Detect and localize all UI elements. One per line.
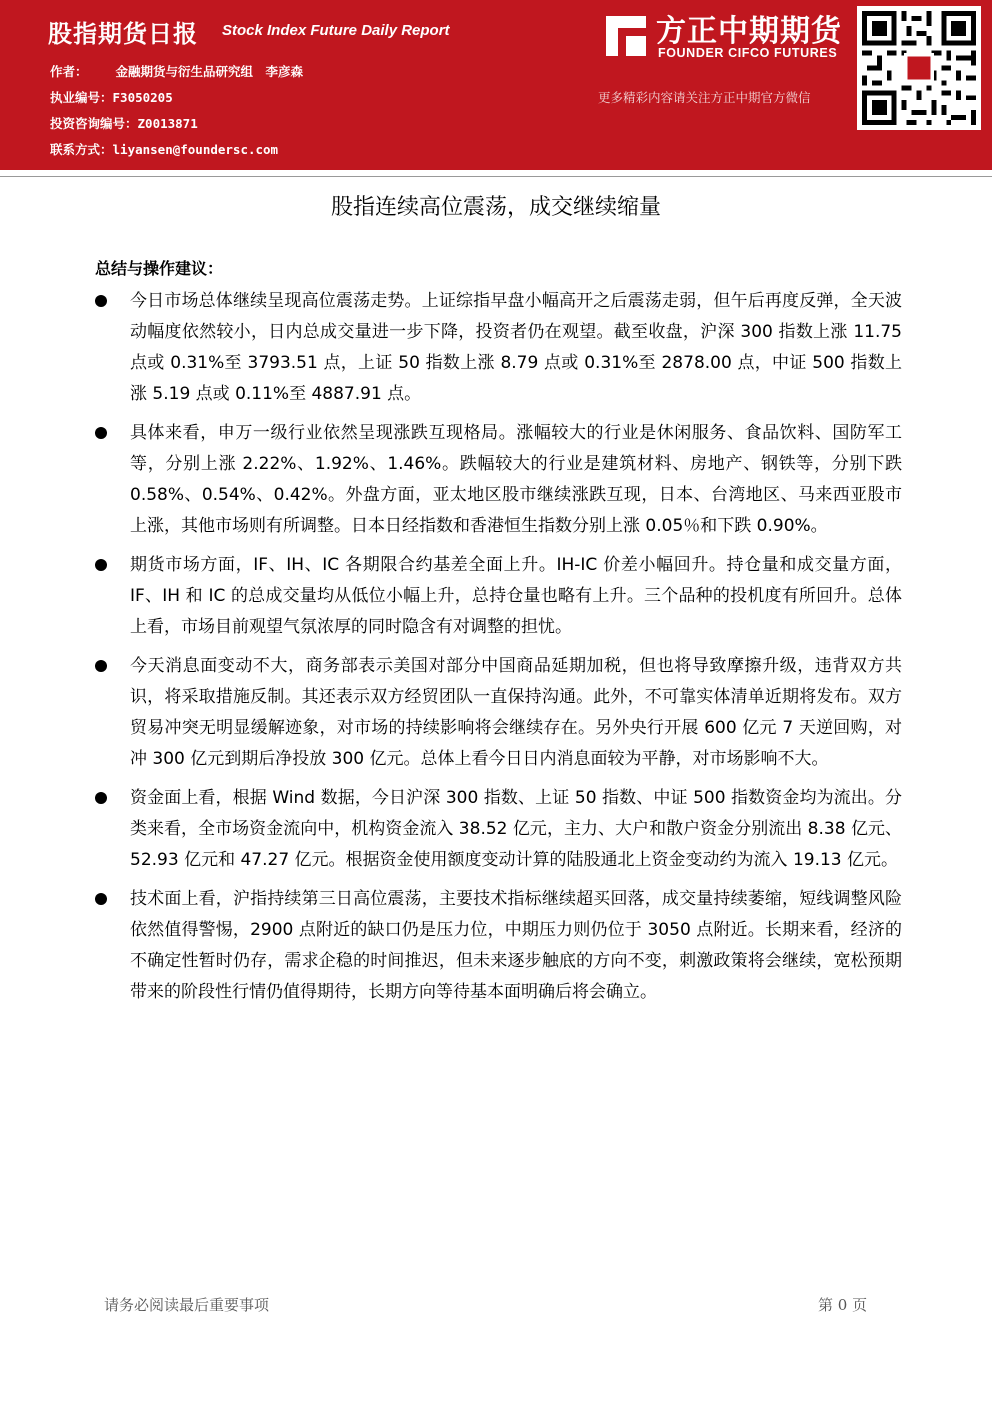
summary-list bbox=[92, 286, 902, 1016]
wechat-note: 更多精彩内容请关注方正中期官方微信 bbox=[598, 90, 811, 105]
bullet-dot-icon bbox=[95, 559, 107, 571]
bullet-dot-icon bbox=[95, 792, 107, 804]
list-item bbox=[92, 651, 902, 775]
report-header bbox=[0, 0, 992, 170]
bullet-dot-icon bbox=[95, 893, 107, 905]
list-item bbox=[92, 550, 902, 643]
section-title: 总结与操作建议： bbox=[95, 259, 224, 278]
bullet-dot-icon bbox=[95, 295, 107, 307]
paragraph-text: 今天消息面变动不大，商务部表示美国对部分中国商品延期加税，但也将导致摩擦升级，违背双方共识，将采取措施反制。其还表示双方经贸团队一直保持沟通。此外，不可靠实体清单近期将发布。双方贸易冲突无明显缓解迹象，对市场的持续影响将会继续存在。另外央行开展 600 亿元 7 天逆回购，对冲 300 亿元到期后净投放 300 亿元。总体上看今日日内消息面较为平静，对市场影响不大。 bbox=[130, 656, 902, 769]
footer-disclaimer-note: 请务必阅读最后重要事项 bbox=[104, 1296, 270, 1314]
wechat-qr-code-icon[interactable] bbox=[857, 6, 981, 130]
page-number: 第 0 页 bbox=[818, 1296, 868, 1314]
bullet-dot-icon bbox=[95, 427, 107, 439]
license-value: F3050205 bbox=[112, 90, 173, 105]
advisory-label: 投资咨询编号： bbox=[50, 116, 138, 131]
author-label: 作者： bbox=[50, 64, 88, 79]
author-line bbox=[50, 62, 303, 80]
paragraph-text: 期货市场方面，IF、IH、IC 各期限合约基差全面上升。IH-IC 价差小幅回升。持仓量和成交量方面，IF、IH 和 IC 的总成交量均从低位小幅上升，总持仓量也略有上升。三个品种的投机度有所回升。总体上看，市场目前观望气氛浓厚的同时隐含有对调整的担忧。 bbox=[130, 555, 902, 637]
contact-label: 联系方式： bbox=[50, 142, 113, 157]
list-item bbox=[92, 418, 902, 542]
contact-value[interactable]: liyansen@foundersc.com bbox=[112, 142, 279, 157]
bullet-dot-icon bbox=[95, 660, 107, 672]
license-line bbox=[50, 88, 173, 106]
report-title-en: Stock Index Future Daily Report bbox=[222, 22, 450, 39]
founder-logo-icon bbox=[604, 14, 648, 58]
list-item bbox=[92, 884, 902, 1008]
brand-name-en: FOUNDER CIFCO FUTURES bbox=[658, 46, 838, 60]
advisory-value: Z0013871 bbox=[137, 116, 198, 131]
paragraph-text: 具体来看，申万一级行业依然呈现涨跌互现格局。涨幅较大的行业是休闲服务、食品饮料、国防军工等，分别上涨 2.22%、1.92%、1.46%。跌幅较大的行业是建筑材料、房地产、钢铁等，分别下跌 0.58%、0.54%、0.42%。外盘方面，亚太地区股市继续涨跌互现，日本、台湾地区、马来西亚股市上涨，其他市场则有所调整。日本日经指数和香港恒生指数分别上涨 0.05％和下跌 0.90%。 bbox=[130, 423, 902, 536]
paragraph-text: 技术面上看，沪指持续第三日高位震荡，主要技术指标继续超买回落，成交量持续萎缩，短线调整风险依然值得警惕，2900 点附近的缺口仍是压力位，中期压力则仍位于 3050 点附近。长期来看，经济的不确定性暂时仍存，需求企稳的时间推迟，但未来逐步触底的方向不变，刺激政策将会继续，宽松预期带来的阶段性行情仍值得期待，长期方向等待基本面明确后将会确立。 bbox=[130, 889, 902, 1002]
document-title: 股指连续高位震荡，成交继续缩量 bbox=[330, 195, 661, 220]
contact-line bbox=[50, 140, 278, 158]
author-value: 金融期货与衍生品研究组 李彦森 bbox=[115, 64, 304, 79]
advisory-line bbox=[50, 114, 198, 132]
paragraph-text: 今日市场总体继续呈现高位震荡走势。上证综指早盘小幅高开之后震荡走弱，但午后再度反弹，全天波动幅度依然较小，日内总成交量进一步下降，投资者仍在观望。截至收盘，沪深 300 指数上涨 11.75 点或 0.31%至 3793.51 点，上证 50 指数上涨 8.79 点或 0.31%至 2878.00 点，中证 500 指数上涨 5.19 点或 0.11%至 4887.91 点。 bbox=[130, 291, 902, 404]
list-item bbox=[92, 286, 902, 410]
list-item bbox=[92, 783, 902, 876]
paragraph-text: 资金面上看，根据 Wind 数据，今日沪深 300 指数、上证 50 指数、中证 500 指数资金均为流出。分类来看，全市场资金流向中，机构资金流入 38.52 亿元，主力、大户和散户资金分别流出 8.38 亿元、52.93 亿元和 47.27 亿元。根据资金使用额度变动计算的陆股通北上资金变动约为流入 19.13 亿元。 bbox=[130, 788, 902, 870]
brand-name-cn: 方正中期期货 bbox=[656, 14, 842, 49]
header-divider bbox=[0, 176, 992, 177]
report-title: 股指期货日报 bbox=[48, 20, 198, 48]
license-label: 执业编号： bbox=[50, 90, 113, 105]
